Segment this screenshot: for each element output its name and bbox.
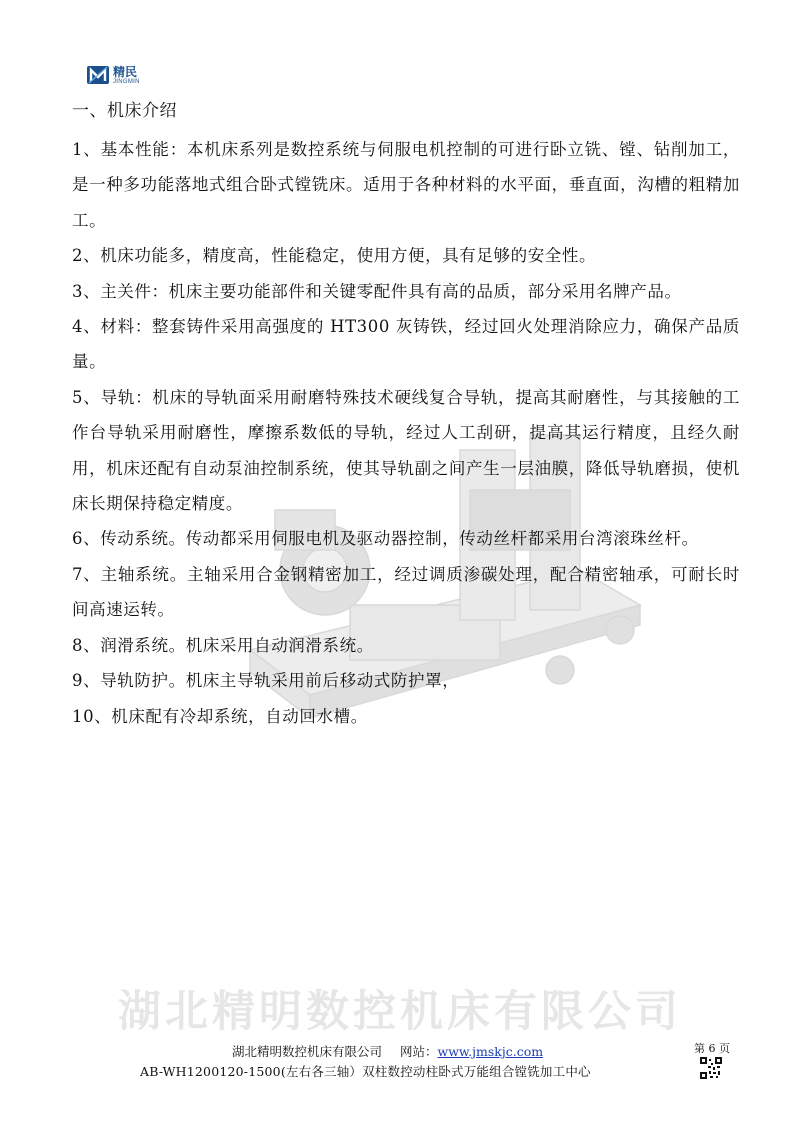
company-name-watermark: 湖北精明数控机床有限公司	[118, 987, 682, 1037]
footer-company-line	[232, 1042, 543, 1060]
logo-chinese-name: 精民	[113, 64, 138, 79]
paragraph-cooling: 10、机床配有冷却系统，自动回水槽。	[72, 706, 368, 726]
section-title: 一、机床介绍	[72, 101, 177, 121]
logo-mark-icon	[86, 63, 110, 87]
paragraph-functions: 2、机床功能多，精度高，性能稳定，使用方便，具有足够的安全性。	[72, 246, 597, 266]
paragraph-spindle: 7、主轴系统。主轴采用合金钢精密加工，经过调质渗碳处理，配合精密轴承，可耐长时间高速运转。	[72, 564, 740, 620]
paragraph-key-parts: 3、主关件：机床主要功能部件和关键零配件具有高的品质，部分采用名牌产品。	[72, 281, 682, 301]
paragraph-basic-performance: 1、基本性能：本机床系列是数控系统与伺服电机控制的可进行卧立铣、镗、钻削加工，是一种多功能落地式组合卧式镗铣床。适用于各种材料的水平面，垂直面，沟槽的粗精加工。	[72, 140, 740, 230]
content-body	[72, 132, 740, 734]
page-number: 第 6 页	[694, 1042, 730, 1055]
paragraph-material: 4、材料：整套铸件采用高强度的 HT300 灰铸铁，经过回火处理消除应力，确保产品质量。	[72, 317, 740, 372]
footer-model-line: AB-WH1200120-1500(左右各三轴）双柱数控动柱卧式万能组合镗铣加工中心	[140, 1064, 591, 1079]
paragraph-lubrication: 8、润滑系统。机床采用自动润滑系统。	[72, 635, 374, 655]
footer-company: 湖北精明数控机床有限公司	[232, 1044, 383, 1059]
logo-english-name: JINGMIN	[113, 78, 140, 85]
footer-website-link[interactable]: www.jmskjc.com	[437, 1044, 544, 1059]
paragraph-guide-rail: 5、导轨：机床的导轨面采用耐磨特殊技术硬线复合导轨，提高其耐磨性，与其接触的工作台导轨采用耐磨性，摩擦系数低的导轨，经过人工刮研，提高其运行精度，且经久耐用，机床还配有自动泵油控制系统，使其导轨副之间产生一层油膜，降低导轨磨损，使机床长期保持稳定精度。	[72, 387, 740, 514]
qr-code-icon	[700, 1057, 722, 1079]
paragraph-rail-protection: 9、导轨防护。机床主导轨采用前后移动式防护罩，	[72, 671, 460, 691]
company-logo	[86, 62, 140, 88]
paragraph-transmission: 6、传动系统。传动都采用伺服电机及驱动器控制，传动丝杆都采用台湾滚珠丝杆。	[72, 529, 699, 549]
footer-site-label: 网站：	[400, 1044, 438, 1059]
